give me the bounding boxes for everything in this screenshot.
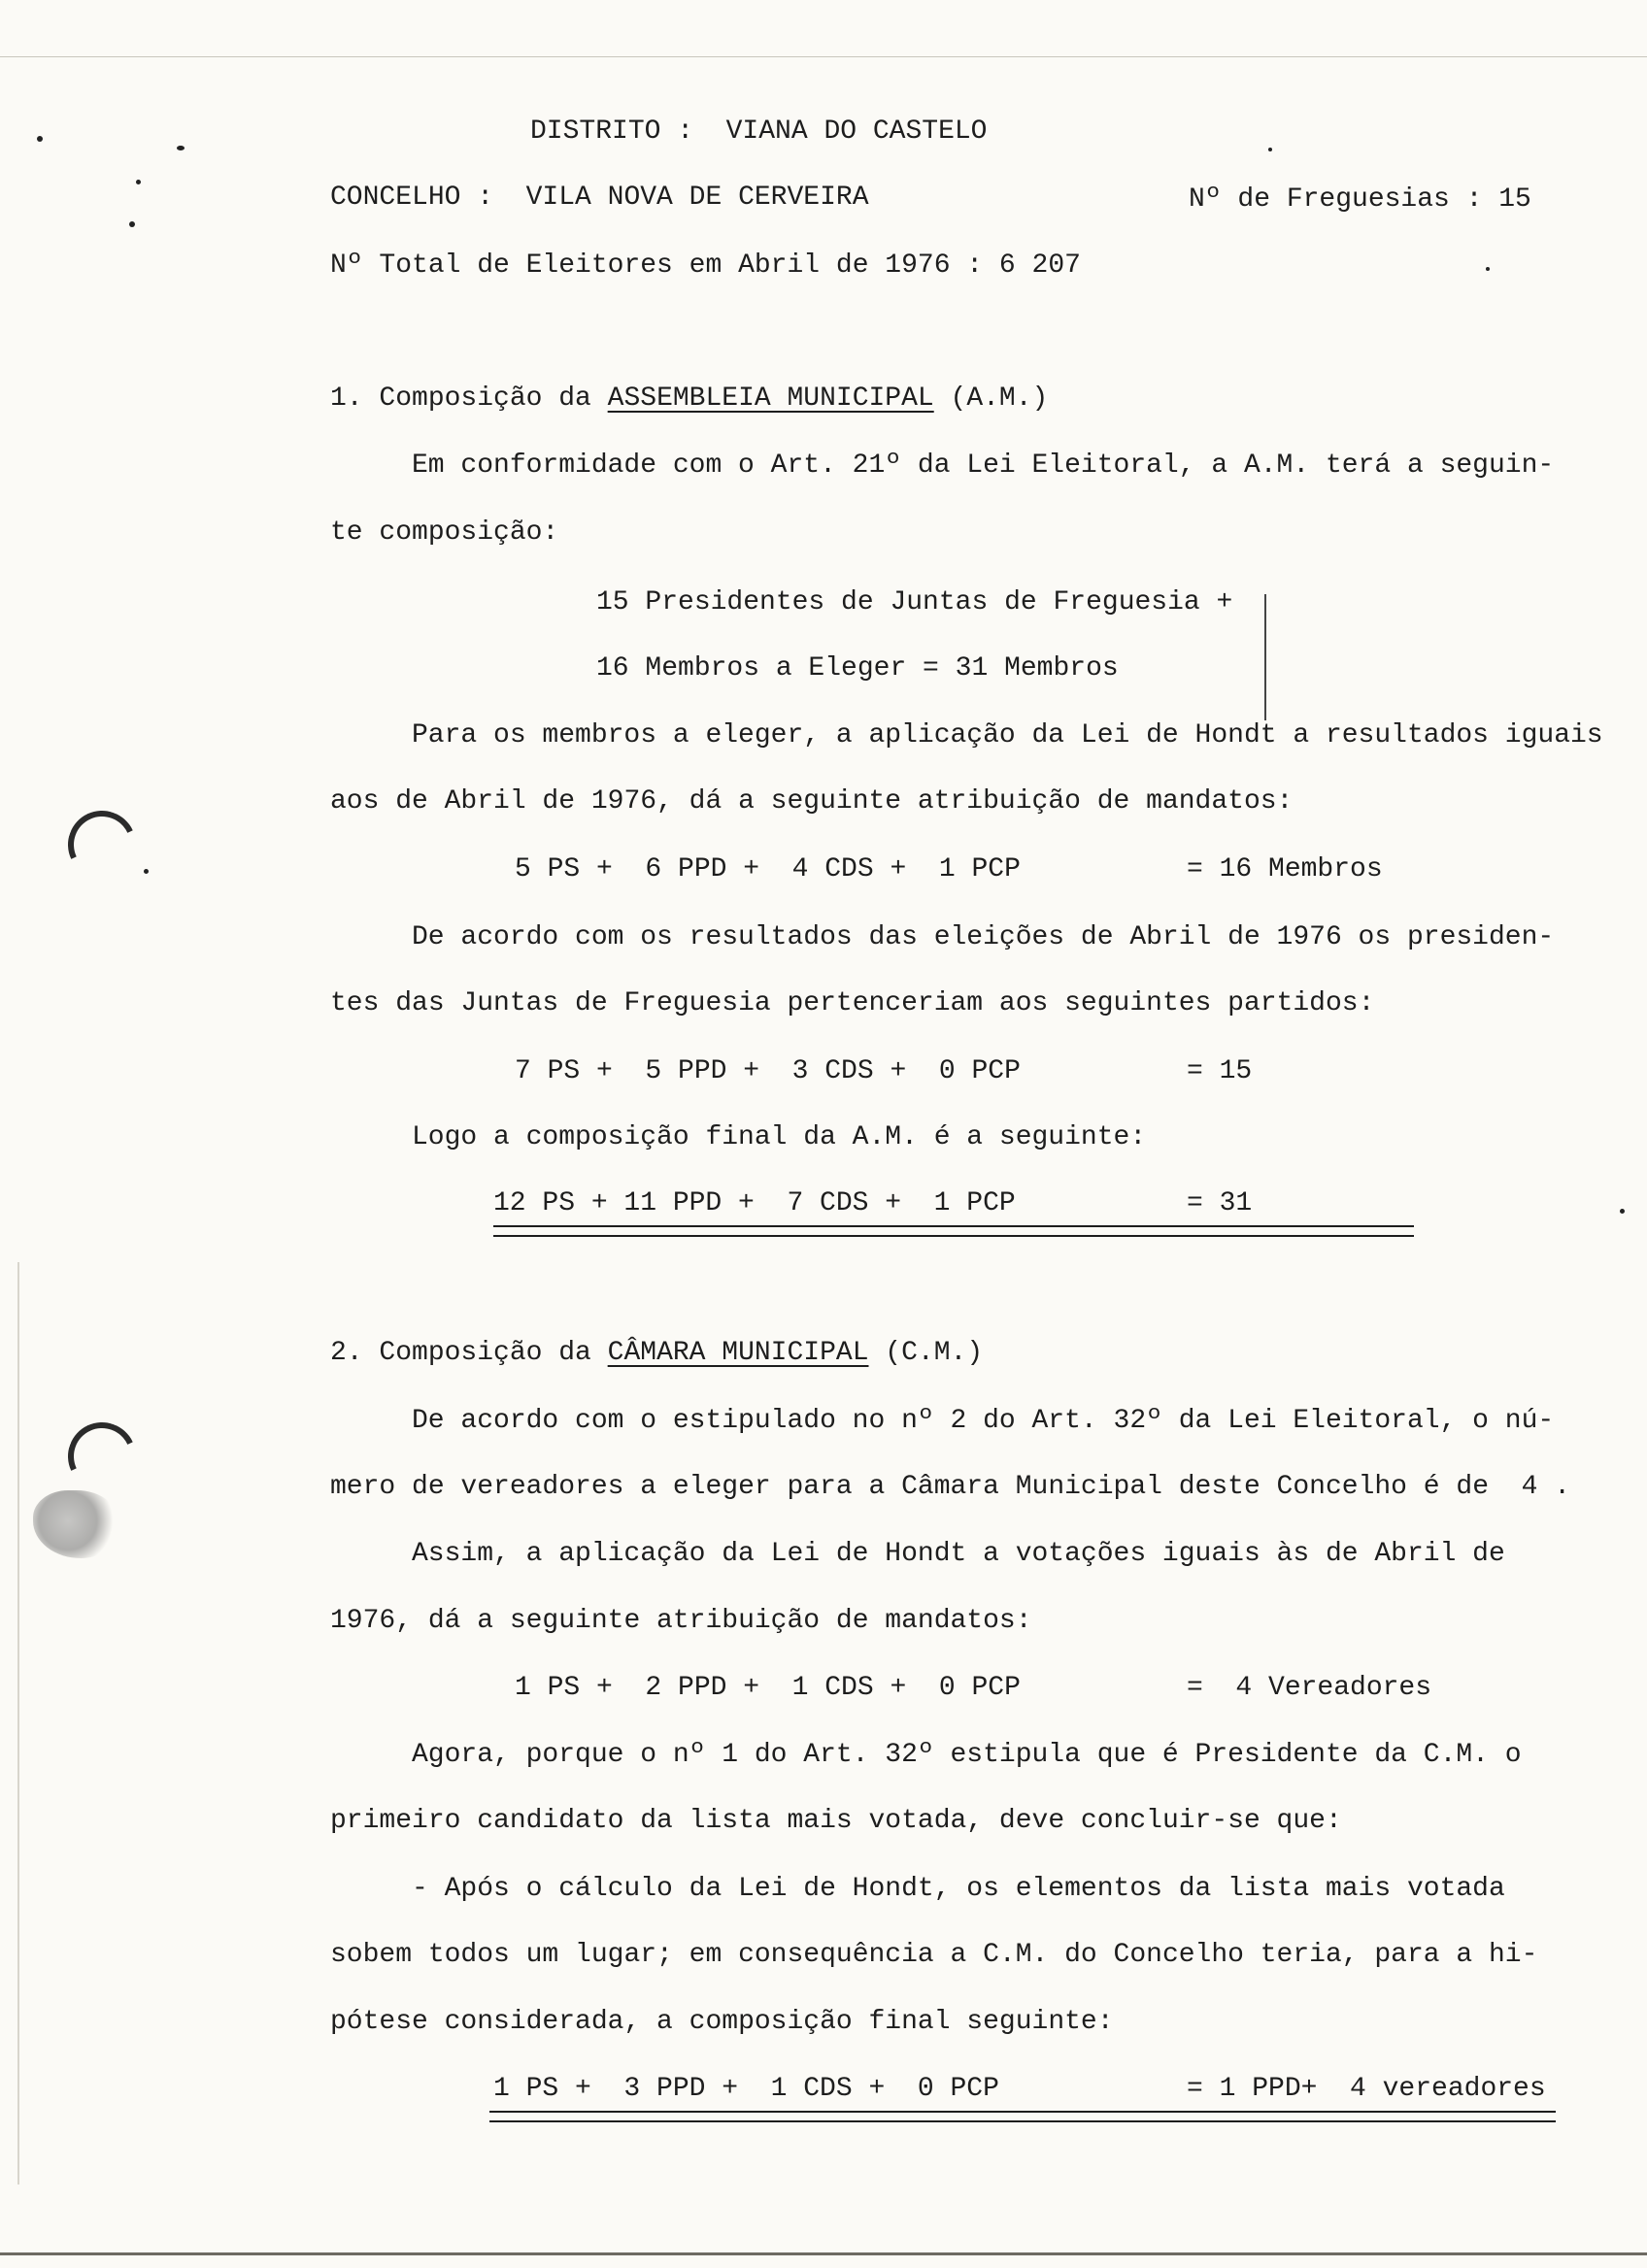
section1-paragraph: De acordo com os resultados das eleições de Abril de 1976 os presiden- [412,922,1555,952]
speck [1268,148,1272,151]
electors-total: Nº Total de Eleitores em Abril de 1976 : 6 207 [330,250,1081,281]
district-line: DISTRITO : VIANA DO CASTELO [530,117,988,147]
result-line: 1 PS + 2 PPD + 1 CDS + 0 PCP [515,1673,1021,1703]
section2-paragraph: mero de vereadores a eleger para a Câmara Municipal deste Concelho é de 4 . [330,1472,1571,1502]
section1-paragraph: tes das Juntas de Freguesia pertenceriam aos seguintes partidos: [330,988,1375,1018]
section2-heading-title: CÂMARA MUNICIPAL [607,1338,869,1368]
final-result-line: 12 PS + 11 PPD + 7 CDS + 1 PCP [493,1188,1016,1218]
section2-heading-prefix: 2. Composição da [330,1338,608,1368]
punch-hole-upper [58,801,146,888]
page-edge-top [0,56,1647,57]
section1-paragraph: aos de Abril de 1976, dá a seguinte atribuição de mandatos: [330,786,1294,817]
section1-heading-suffix: (A.M.) [933,384,1049,414]
speck [1486,267,1490,271]
concelho-line: CONCELHO : VILA NOVA DE CERVEIRA [330,183,869,213]
underline-rule [489,2111,1556,2113]
speck [129,221,135,227]
composition-line: 15 Presidentes de Juntas de Freguesia + [596,587,1233,617]
section1-paragraph: te composição: [330,517,559,548]
page-edge-bottom [0,2252,1647,2255]
section1-paragraph: Para os membros a eleger, a aplicação da Lei de Hondt a resultados iguais [412,720,1603,750]
section2-paragraph: pótese considerada, a composição final seguinte: [330,2007,1114,2037]
section1-heading-title: ASSEMBLEIA MUNICIPAL [607,384,934,414]
punch-hole-lower [58,1413,146,1500]
section2-paragraph: sobem todos um lugar; em consequência a C.M. do Concelho teria, para a hi- [330,1940,1538,1970]
section2-heading-suffix: (C.M.) [868,1338,984,1368]
ink-blot [33,1490,120,1558]
speck [144,869,149,874]
section2-paragraph: Assim, a aplicação da Lei de Hondt a votações iguais às de Abril de [412,1539,1505,1569]
result-total: = 15 [1187,1056,1253,1086]
underline-rule [493,1235,1414,1237]
speck [37,136,43,142]
section1-paragraph: Em conformidade com o Art. 21º da Lei Eleitoral, a A.M. terá a seguin- [412,450,1555,481]
speck [177,146,185,150]
section2-heading [330,1338,983,1368]
section2-paragraph: De acordo com o estipulado no nº 2 do Art. 32º da Lei Eleitoral, o nú- [412,1406,1555,1436]
final-result-total: = 31 [1187,1188,1253,1218]
result-total: = 16 Membros [1187,854,1383,884]
section1-heading [330,384,1048,414]
result-line: 7 PS + 5 PPD + 3 CDS + 0 PCP [515,1056,1021,1086]
freguesias-count: Nº de Freguesias : 15 [1189,184,1531,215]
section1-paragraph: Logo a composição final da A.M. é a seguinte: [412,1122,1147,1152]
composition-line: 16 Membros a Eleger = 31 Membros [596,653,1119,684]
underline-rule [493,1225,1414,1227]
margin-mark [1264,594,1266,720]
speck [1620,1209,1625,1214]
speck [136,180,141,184]
section2-paragraph: primeiro candidato da lista mais votada, deve concluir-se que: [330,1806,1342,1836]
result-line: 5 PS + 6 PPD + 4 CDS + 1 PCP [515,854,1021,884]
section2-paragraph: Agora, porque o nº 1 do Art. 32º estipula que é Presidente da C.M. o [412,1740,1522,1770]
underline-rule [489,2120,1556,2122]
page-edge-left [17,1262,19,2185]
section1-heading-prefix: 1. Composição da [330,384,608,414]
section2-paragraph: - Após o cálculo da Lei de Hondt, os elementos da lista mais votada [412,1874,1505,1904]
final-result-total: = 1 PPD+ 4 vereadores [1187,2074,1546,2104]
final-result-line: 1 PS + 3 PPD + 1 CDS + 0 PCP [493,2074,999,2104]
result-total: = 4 Vereadores [1187,1673,1432,1703]
section2-paragraph: 1976, dá a seguinte atribuição de mandatos: [330,1606,1032,1636]
